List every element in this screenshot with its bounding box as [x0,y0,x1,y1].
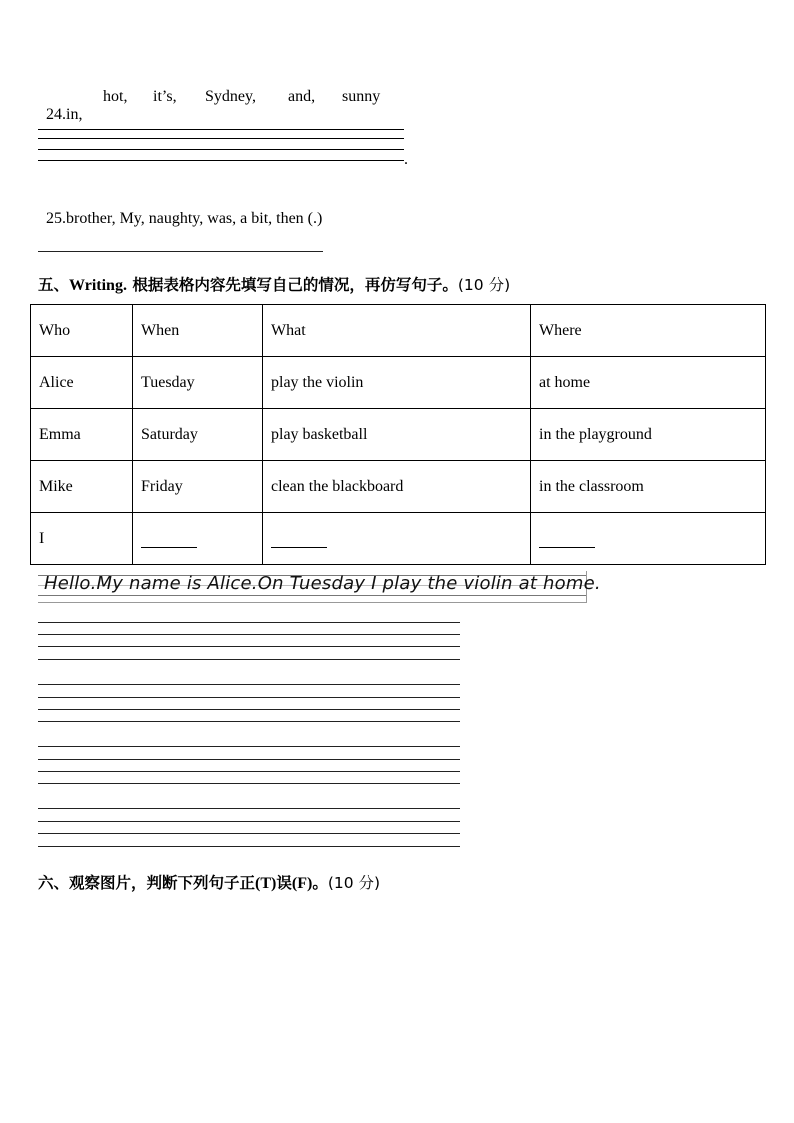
header-who: Who [31,305,133,357]
cell-what: play basketball [263,409,531,461]
table-row-self [31,513,766,565]
cell-who: Mike [31,461,133,513]
cell-when: Saturday [133,409,263,461]
header-where: Where [531,305,766,357]
cell-who: Alice [31,357,133,409]
fill-blank[interactable] [539,533,595,548]
section-instruction-b: 误 [276,874,292,892]
section-score: (10 分) [327,874,381,892]
fill-blank[interactable] [271,533,327,548]
section-instruction: 根据表格内容先填写自己的情况，再仿写句子。 [132,276,458,294]
word-4: Sydney, [205,88,256,105]
cell-where: in the playground [531,409,766,461]
section-score: (10 分) [457,276,511,294]
cell-where: in the classroom [531,461,766,513]
section-number: 五、 [38,276,70,294]
cell-who: Emma [31,409,133,461]
section-title: Writing. [69,277,127,294]
table-header-row [31,305,766,357]
cell-when: Friday [133,461,263,513]
section-5-heading [38,273,510,295]
header-what: What [263,305,531,357]
cell-where-blank[interactable] [531,513,766,565]
cell-when-blank[interactable] [133,513,263,565]
section-instruction: 观察图片，判断下列句子正 [69,874,256,892]
question-24 [38,88,82,124]
question-words: brother, My, naughty, was, a bit, then (.) [66,210,323,227]
cell-where: at home [531,357,766,409]
header-when: When [133,305,263,357]
table-row [31,409,766,461]
example-sentence: Hello.My name is Alice.On Tuesday I play the violin at home. [44,573,601,594]
fill-blank[interactable] [141,533,197,548]
cell-what: clean the blackboard [263,461,531,513]
end-period: . [404,151,408,168]
cell-when: Tuesday [133,357,263,409]
section-number: 六、 [38,874,70,892]
true-mark: (T) [255,875,277,892]
question-number: 25. [46,210,66,227]
word-2: hot, [103,88,128,105]
section-instruction-c: 。 [312,874,328,892]
example-sentence-box [38,571,601,603]
section-6-heading [38,871,380,893]
word-5: and, [288,88,316,105]
question-25 [38,192,322,228]
info-table [30,304,766,565]
table-row [31,357,766,409]
word-6: sunny [342,88,381,105]
false-mark: (F) [291,875,313,892]
question-number: 24. [46,106,66,123]
table-row [31,461,766,513]
answer-line-25[interactable] [38,251,323,252]
cell-who: I [31,513,133,565]
word-3: it’s, [153,88,177,105]
cell-what-blank[interactable] [263,513,531,565]
word-1: in, [66,106,83,123]
cell-what: play the violin [263,357,531,409]
